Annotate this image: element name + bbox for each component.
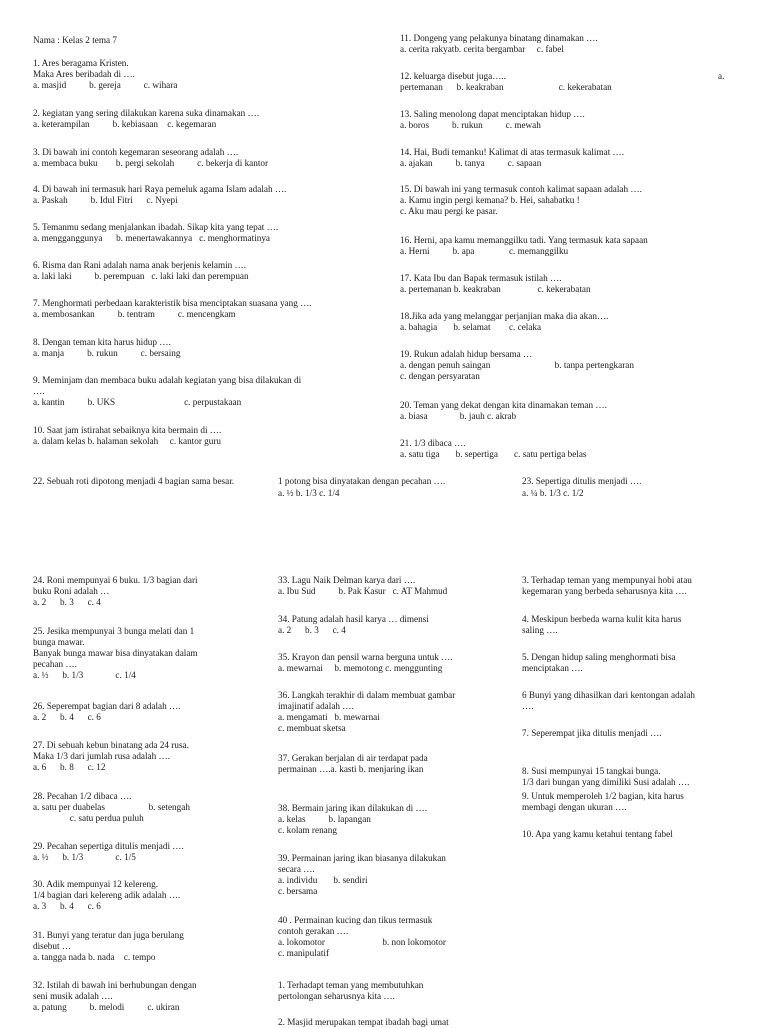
answer-options: a. patung b. melodi c. ukiran bbox=[33, 1002, 180, 1012]
question-text: 14. Hai, Budi temanku! Kalimat di atas termasuk kalimat …. bbox=[400, 147, 625, 157]
question-text: 12. keluarga disebut juga….. bbox=[400, 71, 506, 81]
answer-options: a. membosankan b. tentram c. mencengkam bbox=[33, 309, 236, 319]
question-block bbox=[400, 349, 634, 382]
question-text: 6 Bunyi yang dihasilkan dari kentongan adalah bbox=[522, 690, 695, 700]
question-text bbox=[278, 488, 340, 499]
answer-options: a. lokomotor b. non lokomotor bbox=[278, 937, 446, 947]
answer-options: a. bahagia b. selamat c. celaka bbox=[400, 322, 542, 332]
question-block bbox=[278, 803, 427, 836]
question-block bbox=[400, 438, 587, 460]
question-block bbox=[522, 690, 695, 712]
question-block bbox=[278, 690, 455, 734]
page-header bbox=[33, 35, 117, 46]
line: a. ¼ b. 1/3 c. 1/2 bbox=[522, 488, 584, 498]
answer-options: a. 6 b. 8 c. 12 bbox=[33, 762, 106, 772]
question-block bbox=[33, 841, 184, 863]
question-block bbox=[33, 337, 180, 359]
question-block bbox=[33, 147, 268, 169]
question-block bbox=[33, 575, 198, 608]
question-text bbox=[522, 476, 641, 487]
answer-options: a. tangga nada b. nada c. tempo bbox=[33, 952, 156, 962]
question-block bbox=[400, 71, 612, 93]
question-text: 11. Dongeng yang pelakunya binatang dinamakan …. bbox=[400, 33, 598, 43]
answer-options: a. kelas b. lapangan bbox=[278, 814, 371, 824]
question-text: 18.Jika ada yang melanggar perjanjian maka dia akan…. bbox=[400, 311, 609, 321]
question-block bbox=[33, 222, 278, 244]
answer-options: a. ajakan b. tanya c. sapaan bbox=[400, 158, 542, 168]
answer-options: kegemaran yang berbeda seharusnya kita …. bbox=[522, 586, 687, 596]
answer-options: c. Aku mau pergi ke pasar. bbox=[400, 206, 498, 216]
answer-options: imajinatif adalah …. bbox=[278, 701, 354, 711]
answer-options: a. 3 b. 4 c. 6 bbox=[33, 901, 101, 911]
question-text: 20. Teman yang dekat dengan kita dinamakan teman …. bbox=[400, 400, 607, 410]
answer-options: c. bersama bbox=[278, 886, 318, 896]
question-text: 34. Patung adalah hasil karya … dimensi bbox=[278, 614, 429, 624]
question-block bbox=[522, 766, 689, 788]
answer-options: secara …. bbox=[278, 864, 315, 874]
answer-options: a. kantin b. UKS c. perpustakaan bbox=[33, 397, 242, 407]
answer-options: 1/4 bagian dari kelereng adik adalah …. bbox=[33, 890, 181, 900]
question-text: 2. kegiatan yang sering dilakukan karena suka dinamakan …. bbox=[33, 108, 260, 118]
question-text: 30. Adik mempunyai 12 kelereng. bbox=[33, 879, 159, 889]
question-block bbox=[33, 375, 301, 408]
answer-options: a. individu b. sendiri bbox=[278, 875, 368, 885]
line: 1 potong bisa dinyatakan dengan pecahan …. bbox=[278, 476, 446, 486]
question-text: 40 . Permainan kucing dan tikus termasuk bbox=[278, 915, 433, 925]
question-text: 2. Masjid merupakan tempat ibadah bagi umat bbox=[278, 1017, 449, 1027]
question-text: 27. Di sebuah kebun binatang ada 24 rusa. bbox=[33, 740, 189, 750]
question-text: 26. Seperempat bagian dari 8 adalah …. bbox=[33, 701, 181, 711]
question-text: 4. Meskipun berbeda warna kulit kita harus bbox=[522, 614, 682, 624]
answer-options: menciptakan …. bbox=[522, 663, 583, 673]
answer-options: a. mengganggunya b. menertawakannya c. menghormatinya bbox=[33, 233, 271, 243]
answer-options: …. bbox=[522, 701, 534, 711]
answer-options: a. keterampilan b. kebiasaan c. kegemaran bbox=[33, 119, 217, 129]
answer-options: c. dengan persyaratan bbox=[400, 371, 480, 381]
question-text: 9. Untuk memperoleh 1/2 bagian, kita harus bbox=[522, 791, 684, 801]
question-text: 28. Pecahan 1/2 dibaca …. bbox=[33, 791, 132, 801]
question-block bbox=[400, 184, 642, 217]
answer-options: a. Kamu ingin pergi kemana? b. Hei, sahabatku ! bbox=[400, 195, 580, 205]
question-block bbox=[33, 626, 198, 681]
answer-options: a. laki laki b. perempuan c. laki laki dan perempuan bbox=[33, 271, 249, 281]
question-block bbox=[522, 575, 692, 597]
question-text bbox=[522, 488, 584, 499]
answer-options: contoh gerakan …. bbox=[278, 926, 349, 936]
question-text: 21. 1/3 dibaca …. bbox=[400, 438, 466, 448]
question-block bbox=[400, 400, 607, 422]
question-block bbox=[522, 652, 676, 674]
question-text: 13. Saling menolong dapat menciptakan hidup …. bbox=[400, 109, 585, 119]
question-text: 19. Rukun adalah hidup bersama … bbox=[400, 349, 533, 359]
answer-options: a. mengamati b. mewarnai bbox=[278, 712, 380, 722]
question-text: 7. Seperempat jika ditulis menjadi …. bbox=[522, 728, 662, 738]
line: a. ½ b. 1/3 c. 1/4 bbox=[278, 488, 340, 498]
question-block bbox=[33, 298, 312, 320]
question-text: 39. Permainan jaring ikan biasanya dilakukan bbox=[278, 853, 446, 863]
question-block bbox=[522, 728, 662, 739]
question-block bbox=[278, 853, 446, 897]
question-text: 6. Risma dan Rani adalah nama anak berjenis kelamin …. bbox=[33, 260, 247, 270]
answer-options: seni musik adalah …. bbox=[33, 991, 113, 1001]
line: 23. Sepertiga ditulis menjadi …. bbox=[522, 476, 642, 486]
answer-options: a. boros b. rukun c. mewah bbox=[400, 120, 541, 130]
question-text: 10. Saat jam istirahat sebaiknya kita bermain di …. bbox=[33, 425, 222, 435]
answer-marker: a. bbox=[718, 71, 725, 81]
question-block bbox=[33, 184, 286, 206]
question-text: 5. Dengan hidup saling menghormati bisa bbox=[522, 652, 676, 662]
answer-options: a. manja b. rukun c. bersaing bbox=[33, 348, 181, 358]
question-block bbox=[33, 58, 177, 91]
question-text: 8. Dengan teman kita harus hidup …. bbox=[33, 337, 171, 347]
answer-options: a. satu per duabelas b. setengah bbox=[33, 802, 190, 812]
question-text bbox=[278, 476, 445, 487]
answer-options: a. mewarnai b. memotong c. menggunting bbox=[278, 663, 443, 673]
question-text: 15. Di bawah ini yang termasuk contoh kalimat sapaan adalah …. bbox=[400, 184, 642, 194]
question-block bbox=[522, 614, 681, 636]
question-block bbox=[278, 1017, 449, 1028]
question-text: 32. Istilah di bawah ini berhubungan dengan bbox=[33, 980, 197, 990]
question-block bbox=[522, 829, 673, 840]
answer-options: pertemanan b. keakraban c. kekerabatan bbox=[400, 82, 612, 92]
question-text: 36. Langkah terakhir di dalam membuat gambar bbox=[278, 690, 456, 700]
answer-options: a. masjid b. gereja c. wihara bbox=[33, 80, 178, 90]
question-text: 31. Bunyi yang teratur dan juga berulang bbox=[33, 930, 184, 940]
question-text: 29. Pecahan sepertiga ditulis menjadi …. bbox=[33, 841, 184, 851]
question-block bbox=[278, 575, 447, 597]
answer-options: a. dalam kelas b. halaman sekolah c. kantor guru bbox=[33, 436, 222, 446]
answer-options: bunga mawar. bbox=[33, 637, 85, 647]
question-block bbox=[278, 980, 423, 1002]
question-block bbox=[33, 108, 259, 130]
answer-options: c. satu perdua puluh bbox=[33, 813, 144, 823]
answer-options: a. ½ b. 1/3 c. 1/4 bbox=[33, 670, 136, 680]
question-text: 1. Terhadapt teman yang membutuhkan bbox=[278, 980, 424, 990]
question-text: 9. Meminjam dan membaca buku adalah kegiatan yang bisa dilakukan di bbox=[33, 375, 302, 385]
question-text: 1. Ares beragama Kristen. bbox=[33, 58, 129, 68]
question-block bbox=[400, 235, 648, 257]
question-block bbox=[400, 147, 624, 169]
question-text: 4. Di bawah ini termasuk hari Raya pemeluk agama Islam adalah …. bbox=[33, 184, 287, 194]
question-text: 25. Jesika mempunyai 3 bunga melati dan 1 bbox=[33, 626, 195, 636]
answer-options: c. membuat sketsa bbox=[278, 723, 346, 733]
question-block bbox=[278, 753, 428, 775]
answer-options: a. 2 b. 3 c. 4 bbox=[278, 625, 346, 635]
question-block bbox=[33, 425, 221, 447]
answer-options: pertolongan seharusnya kita …. bbox=[278, 991, 395, 1001]
question-block bbox=[33, 701, 180, 723]
answer-options: a. cerita rakyatb. cerita bergambar c. fabel bbox=[400, 44, 564, 54]
question-block bbox=[33, 879, 180, 912]
question-block bbox=[522, 791, 684, 813]
question-block bbox=[278, 915, 446, 959]
answer-options: Maka 1/3 dari jumlah rusa adalah …. bbox=[33, 751, 171, 761]
answer-options: 1/3 dari bungan yang dimiliki Susi adalah …. bbox=[522, 777, 690, 787]
answer-options: a. Paskah b. Idul Fitri c. Nyepi bbox=[33, 195, 178, 205]
question-text: 24. Roni mempunyai 6 buku. 1/3 bagian dari bbox=[33, 575, 198, 585]
question-block bbox=[400, 109, 585, 131]
answer-options: buku Roni adalah … bbox=[33, 586, 110, 596]
question-block bbox=[278, 614, 429, 636]
answer-options: pecahan …. bbox=[33, 659, 77, 669]
question-block bbox=[400, 33, 598, 55]
answer-options: a. membaca buku b. pergi sekolah c. bekerja di kantor bbox=[33, 158, 269, 168]
answer-options: Maka Ares beribadah di …. bbox=[33, 69, 135, 79]
answer-options: a. pertemanan b. keakraban c. kekerabatan bbox=[400, 284, 591, 294]
answer-options: …. bbox=[33, 386, 45, 396]
line: 22. Sebuah roti dipotong menjadi 4 bagian sama besar. bbox=[33, 476, 235, 486]
answer-options: a. ½ b. 1/3 c. 1/5 bbox=[33, 852, 136, 862]
question-text bbox=[33, 476, 258, 487]
question-block bbox=[33, 980, 197, 1013]
answer-options: a. Ibu Sud b. Pak Kasur c. AT Mahmud bbox=[278, 586, 448, 596]
answer-options: a. 2 b. 3 c. 4 bbox=[33, 597, 101, 607]
question-text: 10. Apa yang kamu ketahui tentang fabel bbox=[522, 829, 673, 839]
question-block bbox=[33, 930, 184, 963]
question-block bbox=[400, 273, 591, 295]
answer-options: a. 2 b. 4 c. 6 bbox=[33, 712, 101, 722]
answer-options: membagi dengan ukuran …. bbox=[522, 802, 627, 812]
question-block bbox=[278, 652, 453, 674]
question-text: 17. Kata Ibu dan Bapak termasuk istilah …. bbox=[400, 273, 562, 283]
question-text: 37. Gerakan berjalan di air terdapat pada bbox=[278, 753, 428, 763]
answer-options: c. kolam renang bbox=[278, 825, 337, 835]
question-text: 8. Susi mempunyai 15 tangkai bunga. bbox=[522, 766, 661, 776]
answer-options: a. Herni b. apa c. memanggilku bbox=[400, 246, 569, 256]
question-text: 3. Di bawah ini contoh kegemaran seseorang adalah …. bbox=[33, 147, 239, 157]
answer-options: a. dengan penuh saingan b. tanpa pertengkaran bbox=[400, 360, 634, 370]
question-text: 3. Terhadap teman yang mempunyai hobi atau bbox=[522, 575, 692, 585]
answer-options: Banyak bunga mawar bisa dinyatakan dalam bbox=[33, 648, 198, 658]
answer-options: a. biasa b. jauh c. akrab bbox=[400, 411, 517, 421]
question-text: 16. Herni, apa kamu memanggilku tadi. Yang termasuk kata sapaan bbox=[400, 235, 648, 245]
question-block bbox=[33, 791, 190, 824]
question-text: 35. Krayon dan pensil warna berguna untuk …. bbox=[278, 652, 453, 662]
answer-options: a. satu tiga b. sepertiga c. satu pertiga belas bbox=[400, 449, 587, 459]
answer-options: saling …. bbox=[522, 625, 558, 635]
header-text: Nama : Kelas 2 tema 7 bbox=[33, 35, 117, 45]
question-text: 7. Menghormati perbedaan karakteristik bisa menciptakan suasana yang …. bbox=[33, 298, 312, 308]
answer-options: c. manipulatif bbox=[278, 948, 330, 958]
answer-options: disebut … bbox=[33, 941, 72, 951]
question-text: 5. Temanmu sedang menjalankan ibadah. Sikap kita yang tepat …. bbox=[33, 222, 279, 232]
question-text: 33. Lagu Naik Delman karya dari …. bbox=[278, 575, 416, 585]
question-text: 38. Bermain jaring ikan dilakukan di …. bbox=[278, 803, 428, 813]
question-block bbox=[33, 740, 189, 773]
question-block bbox=[33, 260, 249, 282]
answer-options: permainan ….a. kasti b. menjaring ikan bbox=[278, 764, 424, 774]
question-block bbox=[400, 311, 608, 333]
